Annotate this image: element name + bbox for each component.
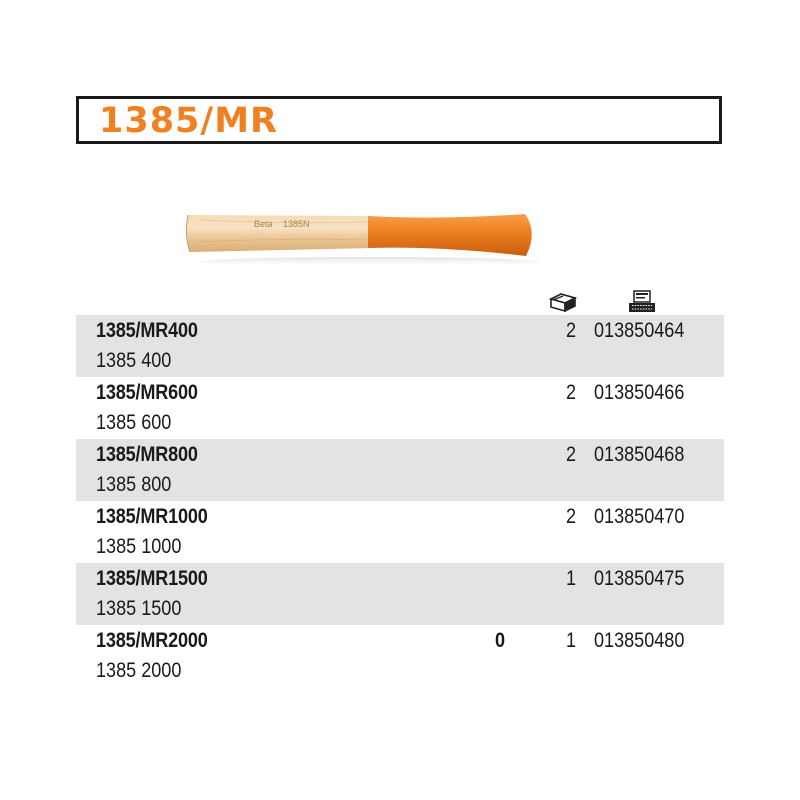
handle-image [180, 190, 550, 270]
pack-quantity: 2 [566, 505, 577, 528]
article-number: 013850464 [594, 319, 685, 342]
item-subcode: 1385 1500 [96, 597, 182, 620]
barcode-terminal-icon [626, 290, 656, 314]
table-row [76, 439, 724, 501]
item-subcode: 1385 2000 [96, 659, 182, 682]
article-number: 013850475 [594, 567, 685, 590]
title-box [76, 96, 722, 144]
pack-quantity: 2 [566, 319, 577, 342]
item-code: 1385/MR1000 [96, 505, 208, 528]
hammer-handle-illustration [180, 190, 550, 270]
item-flag: 0 [495, 629, 506, 652]
pack-quantity: 1 [566, 567, 577, 590]
item-subcode: 1385 600 [96, 411, 172, 434]
item-subcode: 1385 400 [96, 349, 172, 372]
table-row [76, 315, 724, 377]
item-subcode: 1385 1000 [96, 535, 182, 558]
box-icon [548, 290, 578, 314]
item-code: 1385/MR400 [96, 319, 198, 342]
pack-quantity: 2 [566, 381, 577, 404]
item-code: 1385/MR1500 [96, 567, 208, 590]
article-number: 013850470 [594, 505, 685, 528]
pack-quantity: 1 [566, 629, 577, 652]
page-title: 1385/MR [99, 101, 278, 141]
item-subcode: 1385 800 [96, 473, 172, 496]
article-number: 013850468 [594, 443, 685, 466]
table-row [76, 563, 724, 625]
article-number: 013850466 [594, 381, 685, 404]
article-number: 013850480 [594, 629, 685, 652]
item-code: 1385/MR600 [96, 381, 198, 404]
item-code: 1385/MR2000 [96, 629, 208, 652]
pack-quantity: 2 [566, 443, 577, 466]
handle-imprint: Beta 1385N [254, 219, 310, 229]
item-code: 1385/MR800 [96, 443, 198, 466]
table-row [76, 377, 724, 439]
table-row [76, 501, 724, 563]
table-row [76, 625, 724, 685]
product-table [76, 315, 724, 685]
